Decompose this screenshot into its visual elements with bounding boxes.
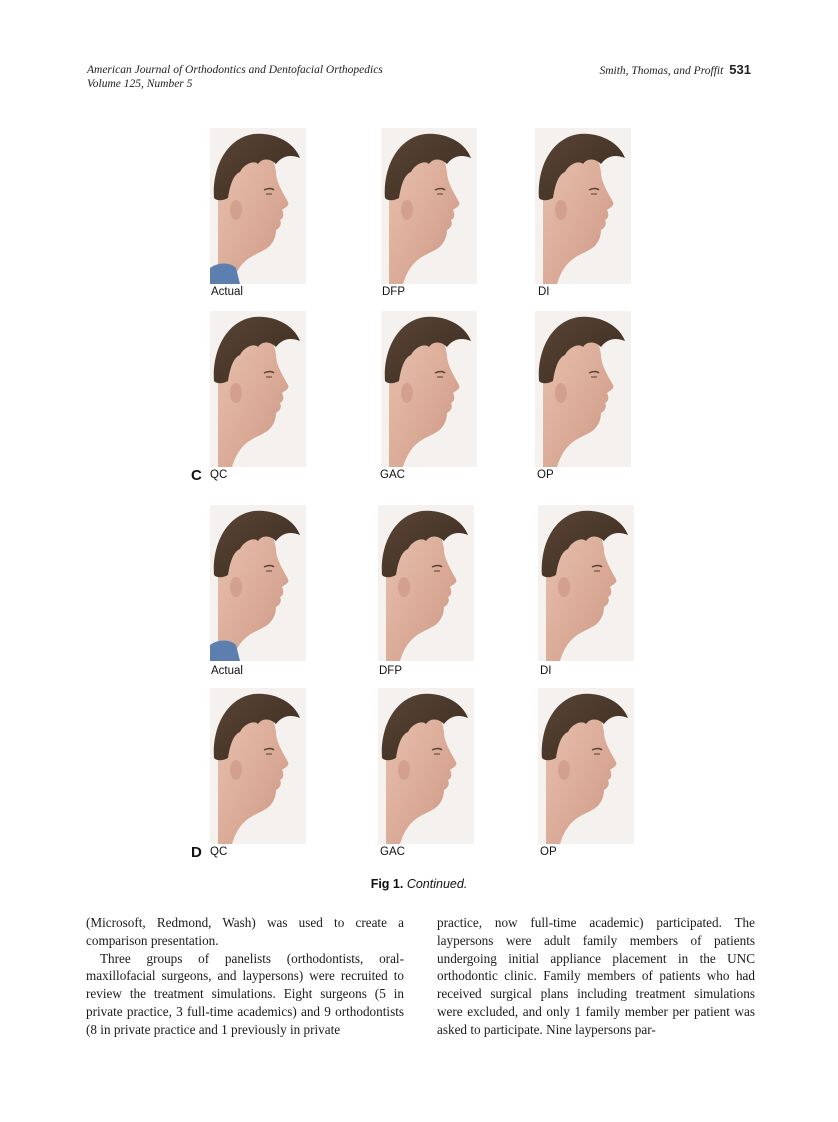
label-d-di: DI [540, 665, 552, 677]
label-d-gac: GAC [380, 846, 405, 858]
label-d-dfp: DFP [379, 665, 402, 677]
authors: Smith, Thomas, and Proffit [599, 65, 724, 77]
photo-c-qc [210, 311, 306, 467]
body-right-column [437, 914, 755, 1039]
photo-d-op [538, 688, 634, 844]
label-d-actual: Actual [211, 665, 243, 677]
paragraph: Three groups of panelists (orthodontists, oral-maxillofacial surgeons, and laypersons) were recruited to review the treatment simulations. Eight surgeons (5 in private practice, 3 full-time academics) and 9 orthodontists (8 in private practice and 1 previously in private [86, 950, 404, 1037]
label-c-gac: GAC [380, 469, 405, 481]
panel-letter-d: D [191, 844, 202, 861]
label-c-qc: QC [210, 469, 228, 481]
caption-text: Continued. [406, 877, 468, 891]
page-number: 531 [729, 62, 751, 77]
caption-label: Fig 1. [370, 877, 404, 891]
journal-volume: Volume 125, Number 5 [87, 78, 193, 90]
photo-d-di [538, 505, 634, 661]
photo-c-op [535, 311, 631, 467]
label-c-op: OP [537, 469, 554, 481]
label-d-op: OP [540, 846, 557, 858]
photo-c-dfp [381, 128, 477, 284]
label-c-actual: Actual [211, 286, 243, 298]
photo-d-gac [378, 688, 474, 844]
body-left-column [86, 914, 404, 1039]
photo-d-dfp [378, 505, 474, 661]
photo-c-di [535, 128, 631, 284]
journal-title: American Journal of Orthodontics and Dentofacial Orthopedics [87, 64, 383, 76]
photo-c-actual [210, 128, 306, 284]
photo-d-actual [210, 505, 306, 661]
paragraph: practice, now full-time academic) participated. The laypersons were adult family members of patients undergoing initial appliance placement in the UNC orthodontic clinic. Family members of patients who had received surgical plans including treatment simulations were excluded, and only 1 family member per patient was asked to participate. Nine laypersons par- [437, 915, 755, 1037]
paragraph: (Microsoft, Redmond, Wash) was used to create a comparison presentation. [86, 915, 404, 948]
label-c-dfp: DFP [382, 286, 405, 298]
panel-letter-c: C [191, 467, 202, 484]
photo-d-qc [210, 688, 306, 844]
label-c-di: DI [538, 286, 550, 298]
running-header-journal [87, 63, 383, 91]
running-header-authors [599, 63, 751, 78]
photo-c-gac [381, 311, 477, 467]
figure-caption [0, 877, 838, 891]
label-d-qc: QC [210, 846, 228, 858]
